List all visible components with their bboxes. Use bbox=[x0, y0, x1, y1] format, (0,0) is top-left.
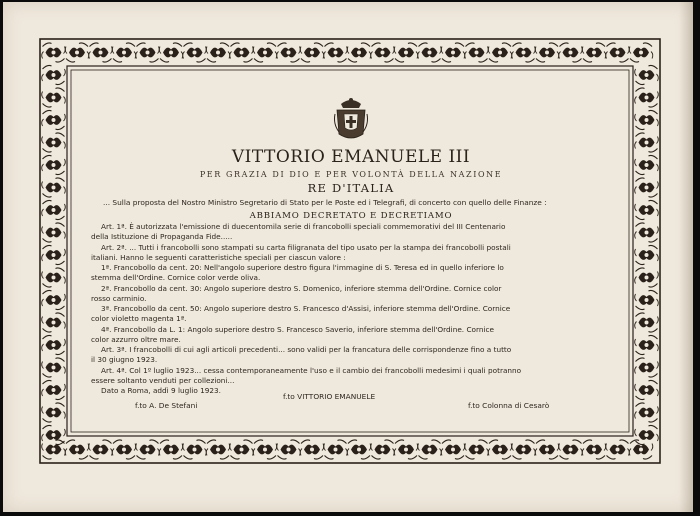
ornament-motif bbox=[629, 43, 653, 62]
ornament-motif bbox=[89, 440, 113, 459]
ornament-motif bbox=[635, 335, 659, 354]
article-line: della Istituzione di Propaganda Fide..... bbox=[91, 232, 233, 242]
ornament-motif bbox=[635, 110, 659, 129]
signature-king: f.to VITTORIO EMANUELE bbox=[283, 392, 376, 401]
ornament-motif bbox=[136, 440, 160, 459]
article-line: color azzurro oltre mare. bbox=[91, 334, 181, 344]
ornament-motif bbox=[371, 440, 395, 459]
ornament-motif bbox=[347, 43, 371, 62]
ornament-motif bbox=[394, 43, 418, 62]
ornament-motif bbox=[535, 43, 559, 62]
document-paper bbox=[3, 2, 693, 512]
king-title: VITTORIO EMANUELE III bbox=[231, 147, 471, 167]
ornament-motif bbox=[635, 155, 659, 174]
ornament-motif bbox=[488, 440, 512, 459]
ornament-motif bbox=[42, 358, 66, 377]
article-line: 2ª. Francobollo da cent. 30: Angolo superiore destro S. Domenico, inferiore stemma dell'Ordine. Cornice color bbox=[101, 283, 502, 293]
ornament-motif bbox=[635, 290, 659, 309]
ornament-motif bbox=[42, 88, 66, 107]
preamble-text: ... Sulla proposta del Nostro Ministro Segretario di Stato per le Poste ed i Telegrafi, di concerto con quello delle Finanze : bbox=[103, 198, 547, 207]
ornament-motif bbox=[441, 440, 465, 459]
ornament-motif bbox=[253, 43, 277, 62]
ornament-motif bbox=[606, 440, 630, 459]
article-line: italiani. Hanno le seguenti caratteristiche speciali per ciascun valore : bbox=[91, 252, 346, 262]
ornament-motif bbox=[42, 200, 66, 219]
ornament-motif bbox=[65, 43, 89, 62]
ornament-motif bbox=[42, 245, 66, 264]
signature-right: f.to Colonna di Cesarò bbox=[468, 401, 550, 410]
ornament-motif bbox=[206, 43, 230, 62]
decree-articles bbox=[91, 222, 611, 396]
ornament-motif bbox=[42, 110, 66, 129]
article-line: Dato a Roma, addì 9 luglio 1923. bbox=[101, 386, 222, 395]
ornament-motif bbox=[206, 440, 230, 459]
article-line: 4ª. Francobollo da L. 1: Angolo superiore destro S. Francesco Saverio, inferiore stemma dell'Ordine. Cornice bbox=[101, 324, 495, 334]
ornament-motif bbox=[488, 43, 512, 62]
article-line: Art. 1ª. È autorizzata l'emissione di duecentomila serie di francobolli speciali commemorativi del III Centenario bbox=[101, 222, 506, 231]
ornament-motif bbox=[89, 43, 113, 62]
decree-content bbox=[83, 90, 619, 430]
ornament-motif bbox=[635, 268, 659, 287]
decree-heading: ABBIAMO DECRETATO E DECRETIAMO bbox=[249, 211, 453, 221]
ornament-motif bbox=[42, 65, 66, 84]
ornament-motif bbox=[324, 43, 348, 62]
ornament-motif bbox=[371, 43, 395, 62]
ornament-motif bbox=[112, 440, 136, 459]
ornament-motif bbox=[635, 223, 659, 242]
article-line: Art. 4ª. Col 1º luglio 1923... cessa contemporaneamente l'uso e il cambio dei francobolli medesimi i quali potranno bbox=[101, 365, 522, 375]
article-line: essere soltanto venduti per collezioni... bbox=[91, 375, 235, 385]
article-line: Art. 2ª. ... Tutti i francobolli sono stampati su carta filigranata del tipo usato per la stampa dei francobolli postali bbox=[101, 242, 511, 252]
ornament-motif bbox=[183, 43, 207, 62]
ornament-motif bbox=[418, 440, 442, 459]
ornament-motif bbox=[635, 313, 659, 332]
ornament-motif bbox=[42, 403, 66, 422]
ornament-motif bbox=[512, 440, 536, 459]
ornament-motif bbox=[635, 133, 659, 152]
ornament-motif bbox=[635, 358, 659, 377]
ornament-motif bbox=[230, 440, 254, 459]
royal-crest-icon bbox=[333, 94, 369, 142]
ornament-motif bbox=[635, 65, 659, 84]
ornament-motif bbox=[535, 440, 559, 459]
ornament-motif bbox=[512, 43, 536, 62]
ornament-motif bbox=[277, 440, 301, 459]
ornament-motif bbox=[42, 335, 66, 354]
ornament-motif bbox=[635, 178, 659, 197]
paper-shadow bbox=[679, 2, 693, 512]
ornament-motif bbox=[635, 88, 659, 107]
ornament-motif bbox=[253, 440, 277, 459]
ornament-motif bbox=[606, 43, 630, 62]
article-line: 3ª. Francobollo da cent. 50: Angolo superiore destro S. Francesco d'Assisi, inferiore stemma dell'Ordine. Cornice bbox=[101, 304, 511, 313]
ornament-motif bbox=[42, 313, 66, 332]
ornament-motif bbox=[465, 440, 489, 459]
ornament-motif bbox=[159, 43, 183, 62]
ornament-motif bbox=[230, 43, 254, 62]
article-line: Art. 3ª. I francobolli di cui agli articoli precedenti... sono validi per la francatura delle corrispondenze fino a tutto bbox=[101, 345, 512, 354]
ornament-motif bbox=[582, 43, 606, 62]
king-subtitle: PER GRAZIA DI DIO E PER VOLONTÀ DELLA NAZIONE bbox=[199, 170, 503, 179]
ornament-motif bbox=[136, 43, 160, 62]
signature-left: f.to A. De Stefani bbox=[135, 401, 198, 410]
ornament-motif bbox=[582, 440, 606, 459]
ornament-motif bbox=[465, 43, 489, 62]
article-line: rosso carminio. bbox=[91, 293, 147, 303]
article-line: stemma dell'Ordine. Cornice color verde oliva. bbox=[91, 273, 261, 283]
ornament-motif bbox=[159, 440, 183, 459]
ornament-motif bbox=[42, 43, 66, 62]
ornament-motif bbox=[300, 440, 324, 459]
ornament-motif bbox=[635, 380, 659, 399]
ornament-motif bbox=[324, 440, 348, 459]
ornament-motif bbox=[441, 43, 465, 62]
kingdom-heading: RE D'ITALIA bbox=[307, 181, 395, 195]
article-line: il 30 giugno 1923. bbox=[91, 355, 158, 365]
ornament-motif bbox=[635, 425, 659, 444]
ornament-motif bbox=[629, 440, 653, 459]
ornament-motif bbox=[559, 43, 583, 62]
ornament-motif bbox=[300, 43, 324, 62]
ornament-motif bbox=[418, 43, 442, 62]
article-line: 1ª. Francobollo da cent. 20: Nell'angolo superiore destro figura l'immagine di S. Teresa ed in quello inferiore lo bbox=[101, 263, 504, 272]
ornament-motif bbox=[635, 200, 659, 219]
ornament-motif bbox=[42, 133, 66, 152]
ornament-motif bbox=[635, 245, 659, 264]
ornament-motif bbox=[65, 440, 89, 459]
ornament-motif bbox=[42, 155, 66, 174]
ornament-motif bbox=[394, 440, 418, 459]
ornament-motif bbox=[277, 43, 301, 62]
article-line: color violetto magenta 1ª. bbox=[91, 314, 187, 324]
ornament-motif bbox=[42, 290, 66, 309]
ornament-motif bbox=[559, 440, 583, 459]
ornament-motif bbox=[183, 440, 207, 459]
ornament-motif bbox=[112, 43, 136, 62]
ornament-motif bbox=[42, 268, 66, 287]
ornament-motif bbox=[635, 403, 659, 422]
ornament-motif bbox=[42, 178, 66, 197]
ornament-motif bbox=[42, 380, 66, 399]
ornament-motif bbox=[347, 440, 371, 459]
ornament-motif bbox=[42, 223, 66, 242]
